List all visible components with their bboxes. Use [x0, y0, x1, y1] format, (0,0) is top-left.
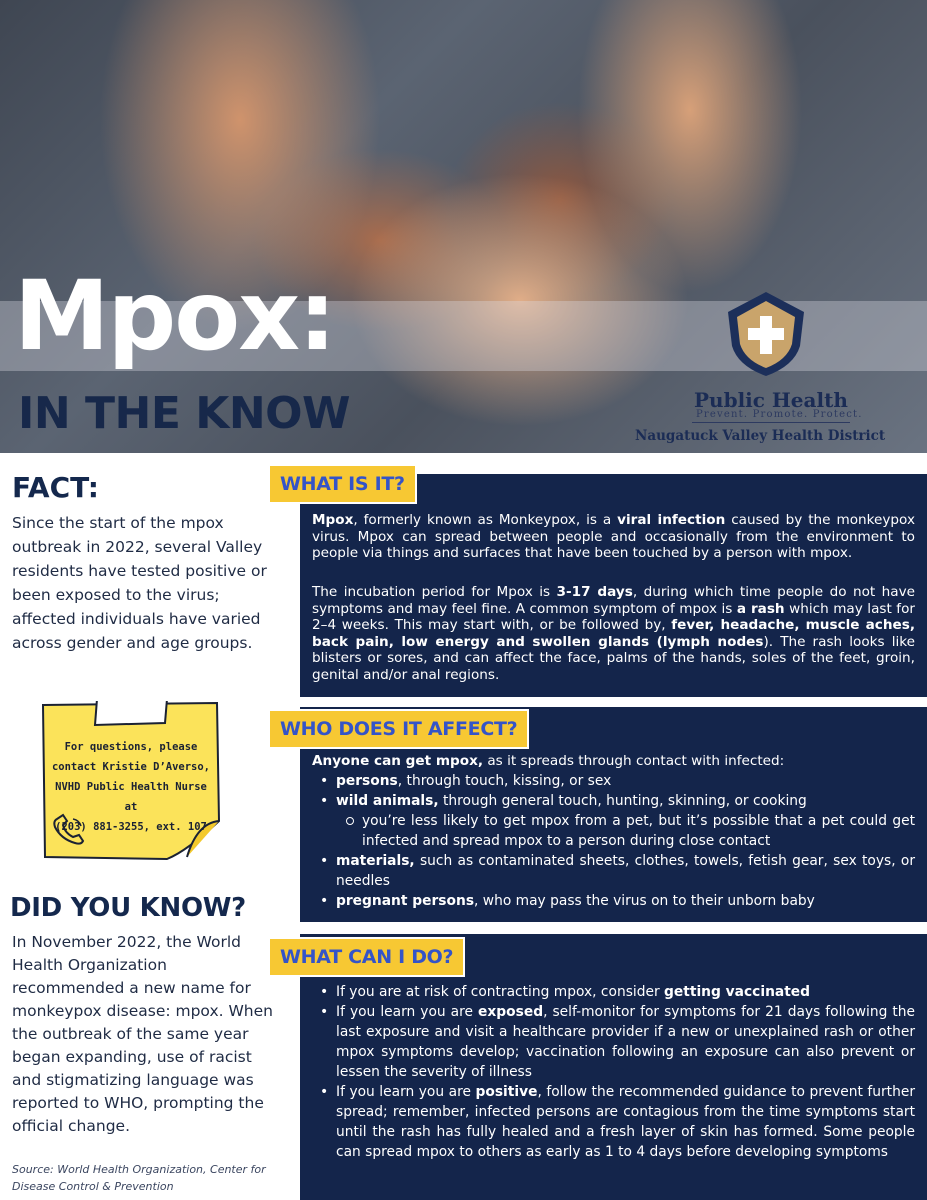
- logo-tagline: Prevent. Promote. Protect.: [696, 409, 863, 420]
- hero-banner: [0, 0, 927, 453]
- who-list: [316, 771, 915, 911]
- note-line: contact Kristie D’Averso,: [51, 761, 211, 773]
- contact-sticky-note: [37, 701, 223, 861]
- logo-org-name: Public Health: [694, 388, 848, 412]
- what-can-list: [316, 982, 915, 1162]
- what-is-it-paragraph-1: Mpox, formerly known as Monkeypox, is a viral infection caused by the monkeypox virus. Mpox can spread between people and occasionally from the environment to people via things and surfaces that have been touched by a person with mpox.: [312, 512, 915, 561]
- logo-district: Naugatuck Valley Health District: [635, 428, 886, 444]
- list-item: • If you are at risk of contracting mpox, consider getting vaccinated: [316, 982, 915, 1002]
- shield-cross-icon: [720, 288, 812, 380]
- page-subtitle: IN THE KNOW: [18, 388, 351, 439]
- list-item: • If you learn you are positive, follow the recommended guidance to prevent further spread; remember, infected persons are contagious from the time symptoms start until the rash has fully healed and a fresh layer of skin has formed. Some people can spread mpox to others as early as 1 to 4 days before developing symptoms: [316, 1082, 915, 1162]
- list-item: • wild animals, through general touch, hunting, skinning, or cooking you’re less likely to get mpox from a pet, but it’s possible that a pet could get infected and spread mpox to a person during close contact: [316, 791, 915, 851]
- public-health-logo: [632, 288, 912, 448]
- what-can-i-do-tab: WHAT CAN I DO?: [270, 939, 463, 975]
- what-is-it-tab: WHAT IS IT?: [270, 466, 415, 502]
- did-you-know-body: In November 2022, the World Health Organization recommended a new name for monkeypox disease: mpox. When the outbreak of the same year began expanding, use of racist and stigmatizing language was reported to WHO, prompting the official change.: [12, 933, 273, 1135]
- what-is-it-panel: [300, 474, 927, 697]
- list-item: • pregnant persons, who may pass the virus on to their unborn baby: [316, 891, 915, 911]
- source-citation: Source: World Health Organization, Center for Disease Control & Prevention: [12, 1163, 266, 1193]
- fact-body: Since the start of the mpox outbreak in 2022, several Valley residents have tested positive or been exposed to the virus; affected individuals have varied across gender and age groups.: [12, 514, 267, 652]
- left-column: [0, 453, 288, 1200]
- list-sub-item: you’re less likely to get mpox from a pet, but it’s possible that a pet could get infected and spread mpox to a person during close contact: [340, 811, 915, 851]
- fact-heading: FACT:: [12, 471, 99, 504]
- did-you-know-heading: DID YOU KNOW?: [10, 893, 246, 923]
- who-intro: Anyone can get mpox, as it spreads through contact with infected:: [312, 753, 785, 769]
- note-line: NVHD Public Health Nurse at: [55, 781, 207, 813]
- what-is-it-paragraph-2: The incubation period for Mpox is 3-17 days, during which time people do not have symptoms and may feel fine. A common symptom of mpox is a rash which may last for 2–4 weeks. This may start with, or be followed by, fever, headache, muscle aches, back pain, low energy and swollen glands (lymph nodes). The rash looks like blisters or sores, and can affect the face, palms of the hands, soles of the feet, groin, genital and/or anal regions.: [312, 584, 916, 683]
- who-does-it-affect-tab: WHO DOES IT AFFECT?: [270, 711, 527, 747]
- note-line: For questions, please: [64, 741, 198, 753]
- note-line: (203) 881-3255, ext. 107: [55, 821, 207, 833]
- telephone-icon: [51, 813, 91, 847]
- list-item: • persons, through touch, kissing, or sex: [316, 771, 915, 791]
- logo-rule: [692, 422, 850, 423]
- list-item: • materials, such as contaminated sheets, clothes, towels, fetish gear, sex toys, or needles: [316, 851, 915, 891]
- list-item: • If you learn you are exposed, self-monitor for symptoms for 21 days following the last exposure and visit a healthcare provider if a new or unexplained rash or other mpox symptoms develop; vaccination following an exposure can also prevent or lessen the severity of illness: [316, 1002, 915, 1082]
- page-title: Mpox:: [14, 260, 335, 372]
- who-sub-list: [340, 811, 915, 851]
